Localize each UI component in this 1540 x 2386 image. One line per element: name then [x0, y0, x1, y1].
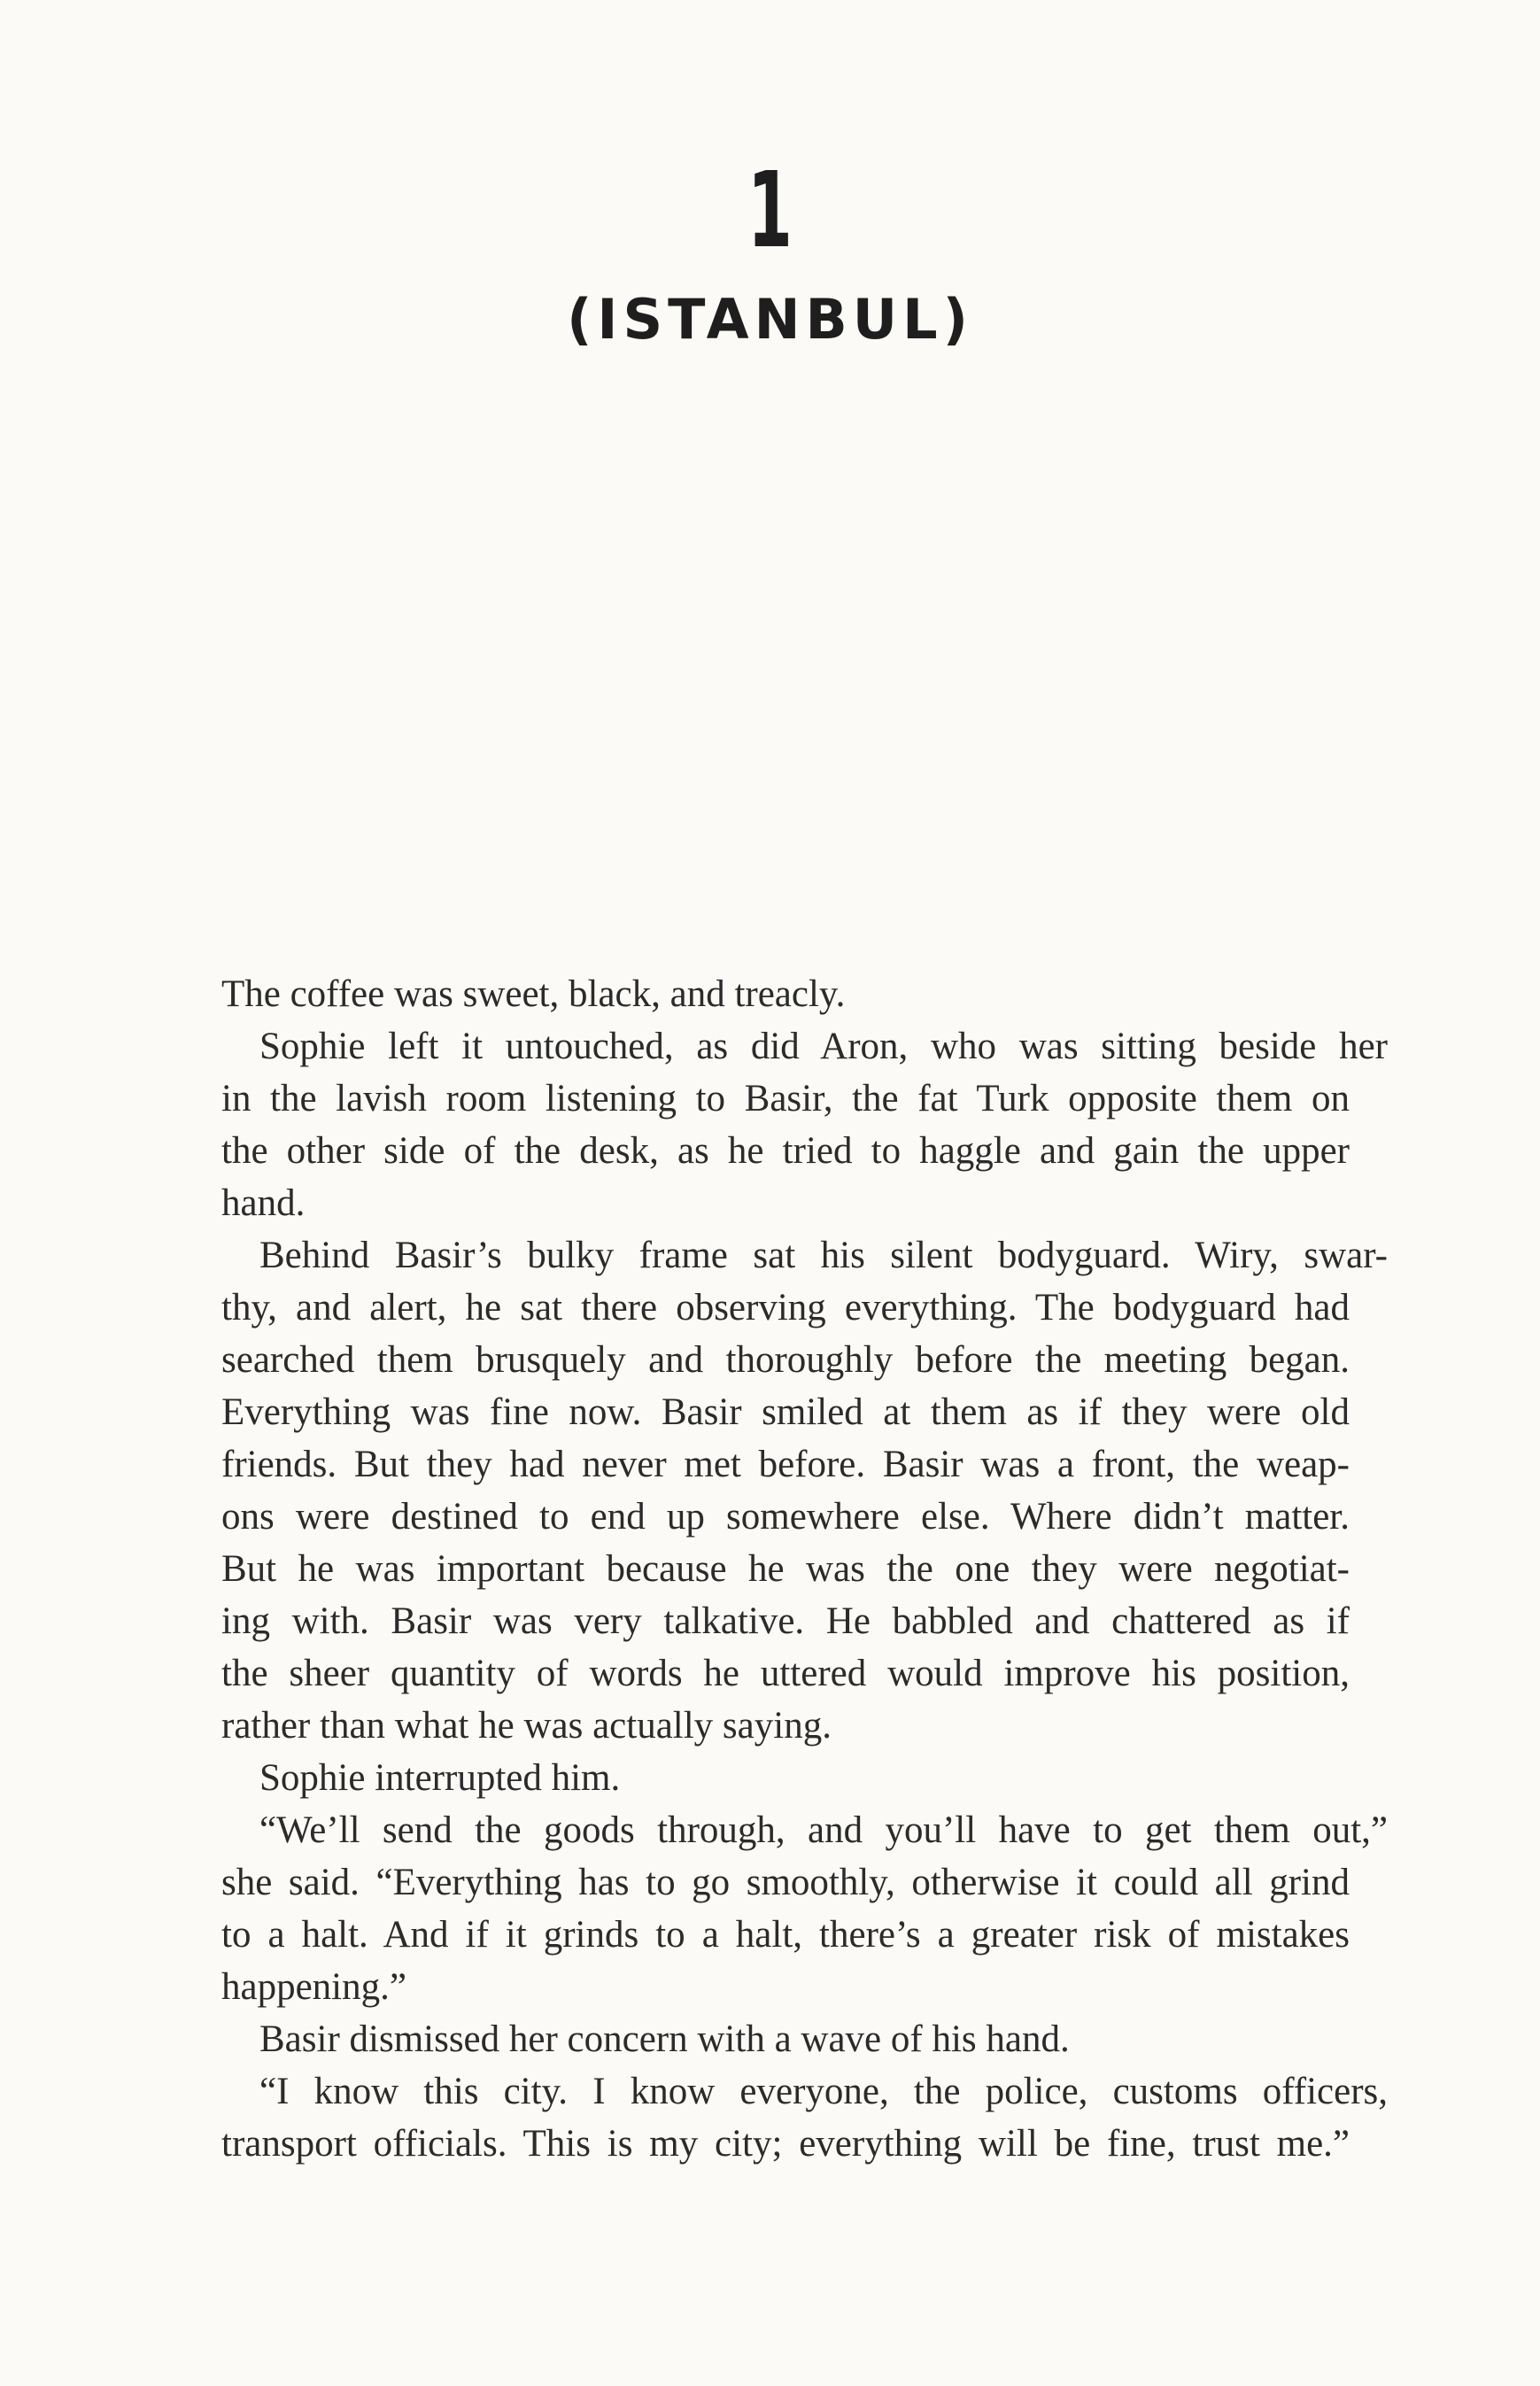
text-line: the sheer quantity of words he uttered would improve his position, — [221, 1653, 1350, 1694]
text-line: hand. — [221, 1182, 306, 1224]
text-line: Sophie interrupted him. — [259, 1757, 621, 1799]
text-line: the other side of the desk, as he tried to haggle and gain the upper — [221, 1130, 1350, 1172]
text-line: to a halt. And if it grinds to a halt, there’s a greater risk of mistakes — [221, 1914, 1350, 1956]
text-line: Everything was fine now. Basir smiled at them as if they were old — [221, 1391, 1350, 1433]
text-line: she said. “Everything has to go smoothly, otherwise it could all grind — [221, 1862, 1350, 1903]
text-line: ing with. Basir was very talkative. He babbled and chattered as if — [221, 1600, 1350, 1642]
chapter-number: 1 — [747, 149, 793, 271]
text-line: But he was important because he was the one they were negotiat- — [221, 1548, 1350, 1590]
text-line: Behind Basir’s bulky frame sat his silent bodyguard. Wiry, swar- — [259, 1235, 1388, 1276]
body-text — [221, 968, 1388, 2170]
text-line: transport officials. This is my city; everything will be fine, trust me.” — [221, 2123, 1350, 2165]
text-line: in the lavish room listening to Basir, the fat Turk opposite them on — [221, 1078, 1350, 1119]
text-line: Basir dismissed her concern with a wave of his hand. — [259, 2018, 1070, 2060]
text-line: thy, and alert, he sat there observing everything. The bodyguard had — [221, 1287, 1350, 1329]
text-line: searched them brusquely and thoroughly before the meeting began. — [221, 1339, 1350, 1381]
text-line: happening.” — [221, 1966, 406, 2008]
text-line: rather than what he was actually saying. — [221, 1705, 832, 1747]
text-line: friends. But they had never met before. Basir was a front, the weap- — [221, 1444, 1350, 1485]
text-line: Sophie left it untouched, as did Aron, who was sitting beside her — [259, 1026, 1388, 1067]
text-line: “I know this city. I know everyone, the police, customs officers, — [259, 2071, 1388, 2112]
text-line: “We’ll send the goods through, and you’ll have to get them out,” — [259, 1809, 1388, 1851]
chapter-title: (ISTANBUL) — [567, 287, 973, 352]
text-line: The coffee was sweet, black, and treacly. — [221, 973, 846, 1015]
text-line: ons were destined to end up somewhere else. Where didn’t matter. — [221, 1496, 1350, 1538]
